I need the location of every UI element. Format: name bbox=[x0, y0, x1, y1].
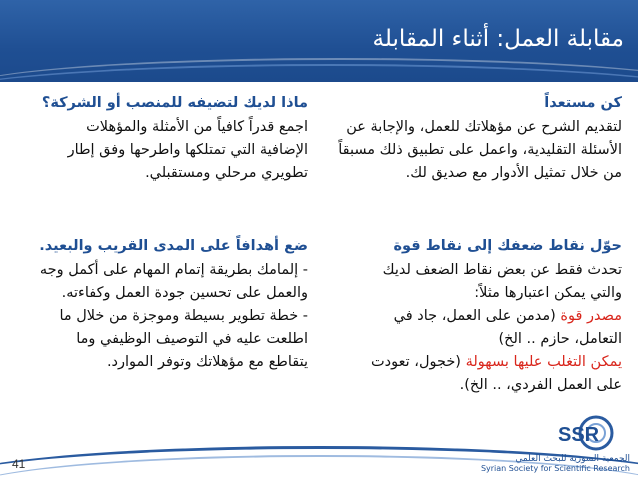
block-line: من خلال تمثيل الأدوار مع صديق لك. bbox=[405, 165, 622, 181]
block-line bbox=[322, 351, 622, 374]
block-line: على العمل الفردي، .. الخ). bbox=[459, 377, 622, 393]
footer bbox=[0, 409, 638, 479]
block-text: (مدمن على العمل، جاد في bbox=[393, 308, 561, 324]
block-line: يتقاطع مع مؤهلاتك وتوفر الموارد. bbox=[106, 354, 308, 370]
logo-name-en: Syrian Society for Scientific Research bbox=[480, 464, 630, 473]
block-line: لتقديم الشرح عن مؤهلاتك للعمل، والإجابة عن bbox=[346, 119, 622, 135]
block-line: اجمع قدراً كافياً من الأمثلة والمؤهلات bbox=[86, 119, 308, 135]
block-line: - إلمامك بطريقة إتمام المهام على أكمل وجه bbox=[39, 262, 308, 278]
block-heading: ماذا لديك لتضيفه للمنصب أو الشركة؟ bbox=[41, 95, 308, 111]
block-line: التعامل، حازم .. الخ) bbox=[498, 331, 622, 347]
block-line: اطلعت عليه في التوصيف الوظيفي وما bbox=[76, 331, 308, 347]
block-line: تطويري مرحلي ومستقبلي. bbox=[145, 165, 308, 181]
block-line: تحدث فقط عن بعض نقاط الضعف لديك bbox=[382, 262, 622, 278]
emphasis-text: يمكن التغلب عليها بسهولة bbox=[465, 354, 622, 370]
block-heading: حوّل نقاط ضعفك إلى نقاط قوة bbox=[393, 238, 622, 254]
block-what-to-add bbox=[8, 92, 308, 185]
block-set-goals bbox=[6, 235, 308, 374]
svg-text:SSR: SSR bbox=[558, 424, 600, 446]
ssr-logo-icon bbox=[500, 415, 630, 455]
block-heading: ضع أهدافاً على المدى القريب والبعيد. bbox=[39, 238, 308, 254]
block-weakness-to-strength bbox=[322, 235, 622, 397]
logo-name-ar: الجمعية السورية للبحث العلمي bbox=[515, 454, 630, 464]
emphasis-text: مصدر قوة bbox=[560, 308, 622, 324]
page-number: 41 bbox=[12, 457, 26, 471]
block-be-prepared bbox=[322, 92, 622, 185]
block-line bbox=[322, 305, 622, 328]
block-heading: كن مستعداً bbox=[544, 95, 622, 111]
block-line: الأسئلة التقليدية، واعمل على تطبيق ذلك مسبقاً bbox=[338, 142, 622, 158]
block-text: (خجول، تعودت bbox=[371, 354, 466, 370]
block-line: - خطة تطوير بسيطة وموجزة من خلال ما bbox=[59, 308, 308, 324]
block-line: والعمل على تحسين جودة العمل وكفاءته. bbox=[61, 285, 308, 301]
title-bar bbox=[0, 0, 638, 82]
slide-title: مقابلة العمل: أثناء المقابلة bbox=[372, 26, 624, 52]
block-line: والتي يمكن اعتبارها مثلاً: bbox=[474, 285, 622, 301]
ssr-logo bbox=[480, 415, 630, 473]
block-line: الإضافية التي تمتلكها واطرحها وفق إطار bbox=[67, 142, 308, 158]
